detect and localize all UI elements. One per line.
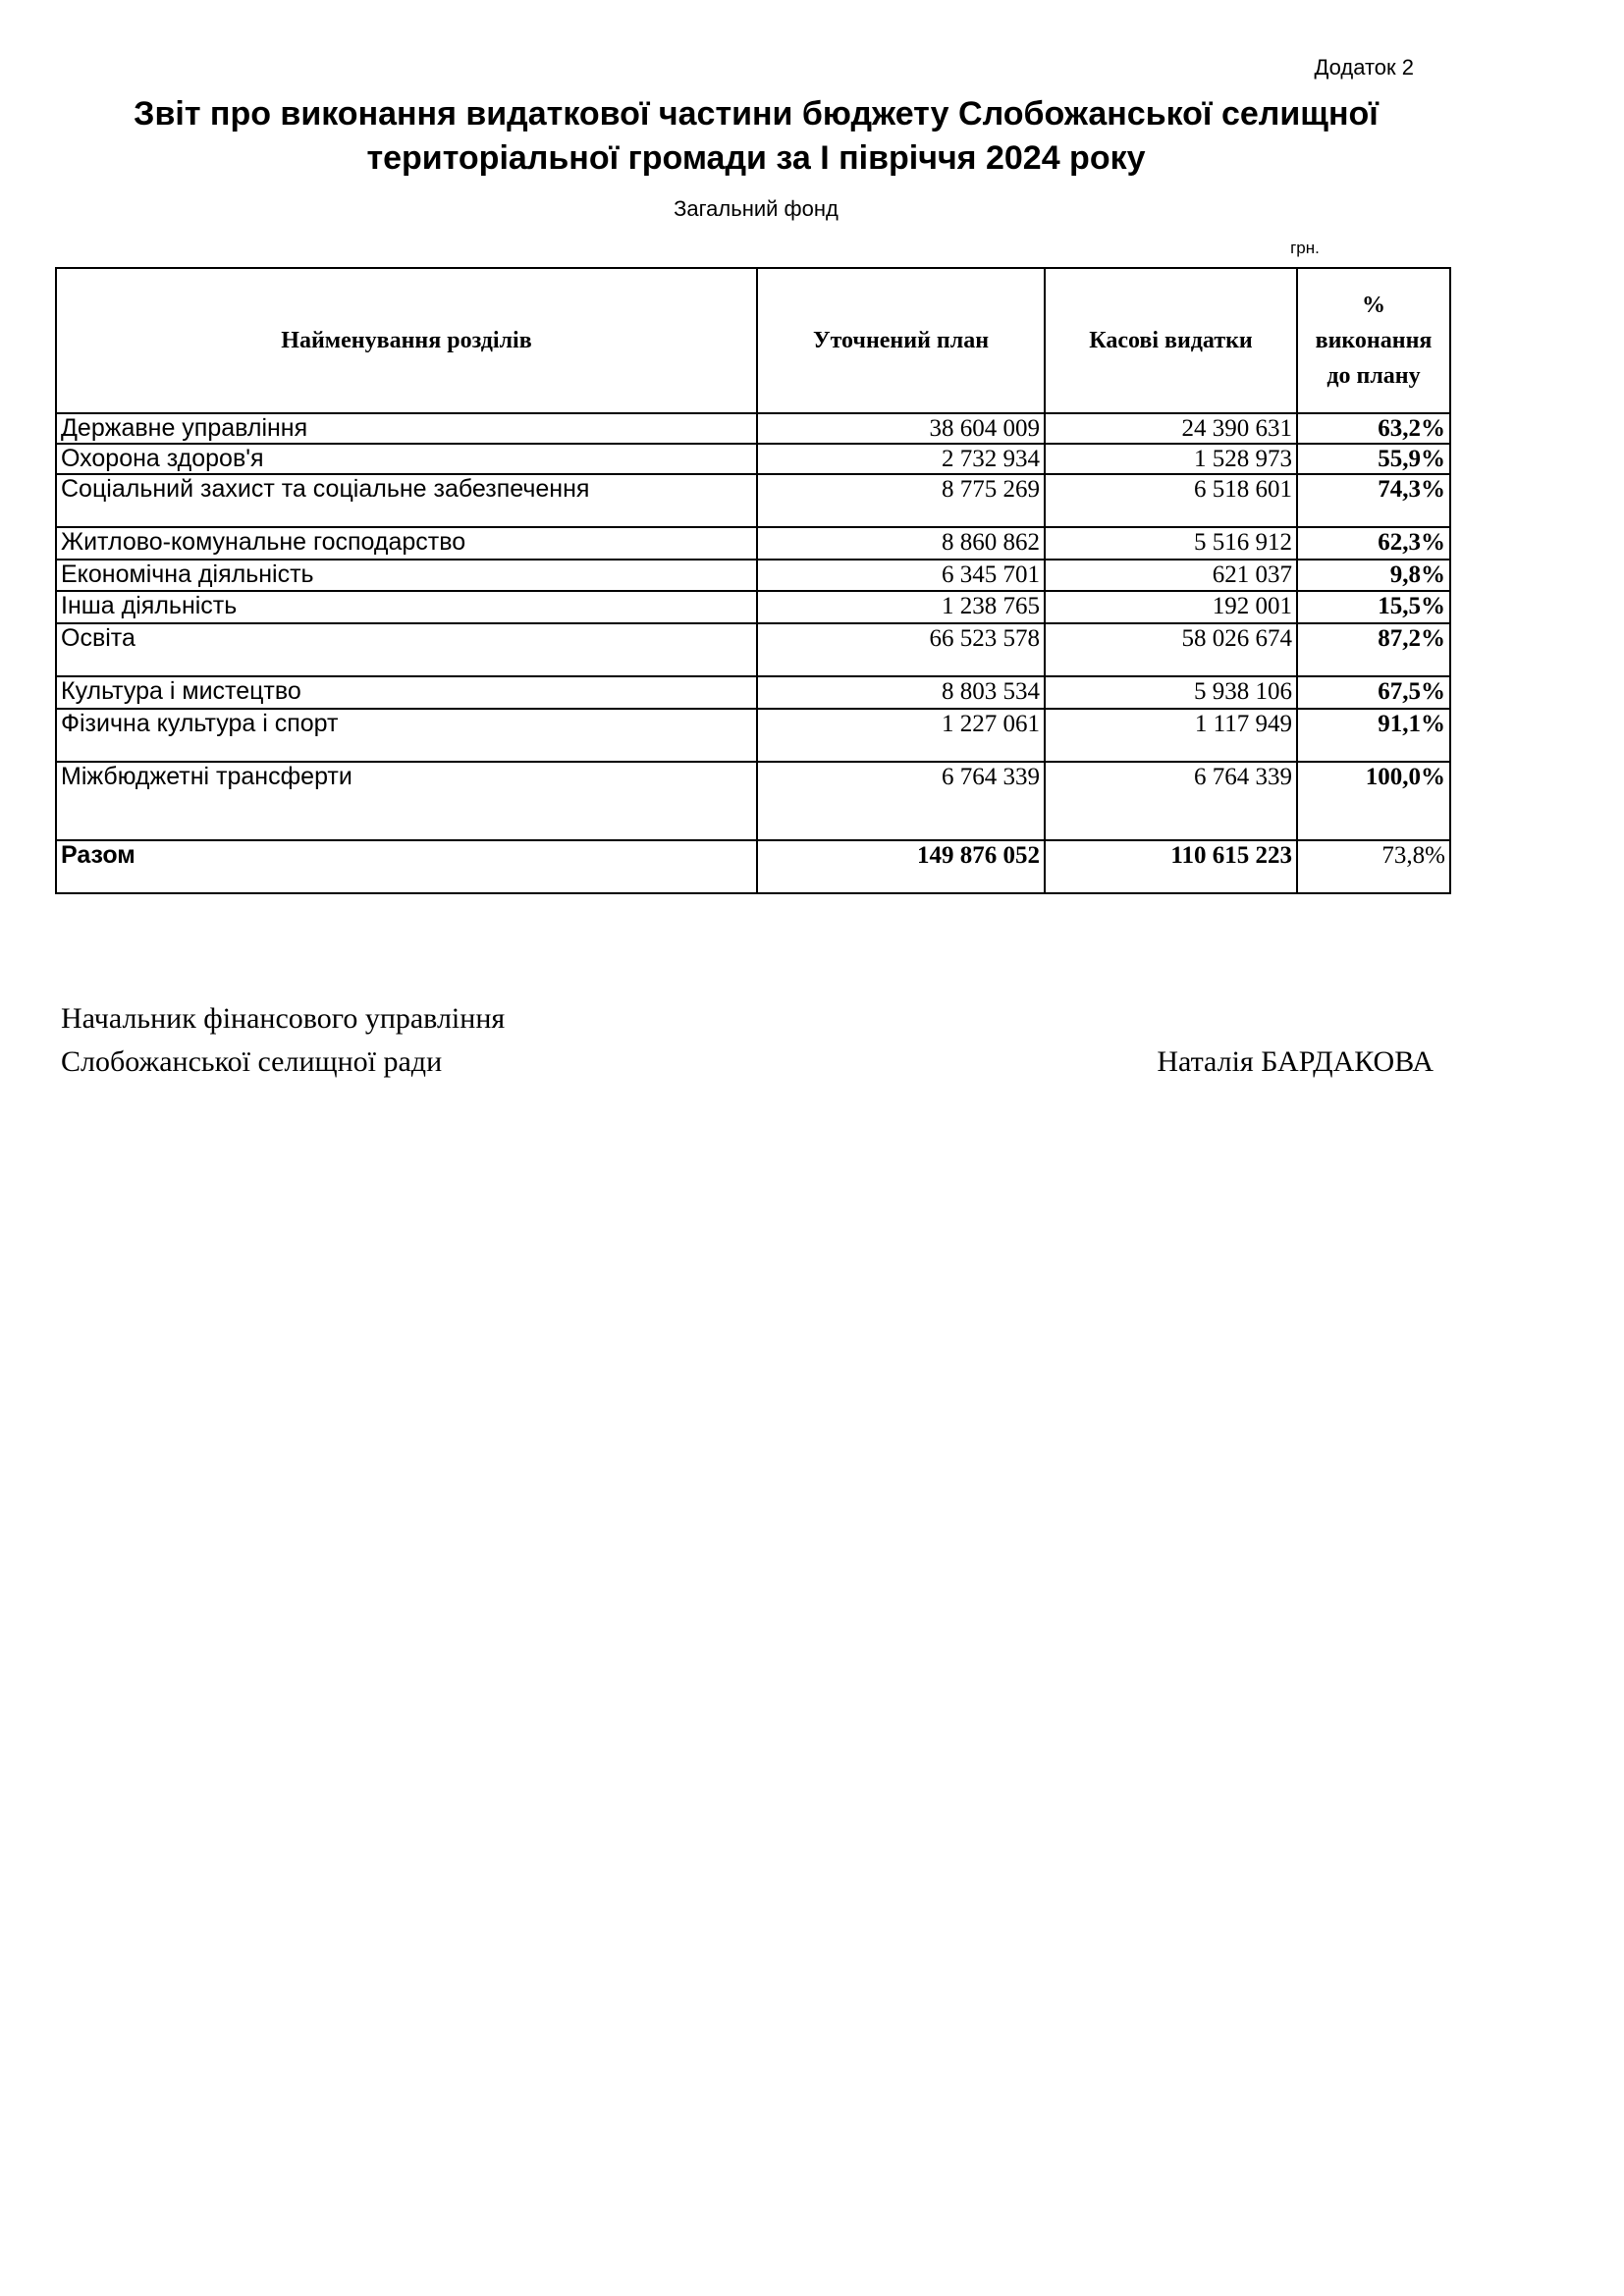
row-percent: 100,0% xyxy=(1297,762,1450,840)
header-percent xyxy=(1297,268,1450,413)
appendix-label: Додаток 2 xyxy=(1314,55,1414,80)
row-name: Охорона здоров'я xyxy=(56,444,757,474)
currency-unit: грн. xyxy=(1290,239,1320,257)
row-plan: 6 345 701 xyxy=(757,560,1045,591)
total-percent: 73,8% xyxy=(1297,840,1450,893)
row-plan: 1 227 061 xyxy=(757,709,1045,762)
row-plan: 38 604 009 xyxy=(757,413,1045,444)
row-percent: 9,8% xyxy=(1297,560,1450,591)
row-percent: 62,3% xyxy=(1297,527,1450,560)
report-title-line2: територіальної громади за І півріччя 2024 року xyxy=(366,139,1146,177)
row-percent: 63,2% xyxy=(1297,413,1450,444)
table-header-row xyxy=(56,268,1450,413)
total-row xyxy=(56,840,1450,893)
report-title-line1: Звіт про виконання видаткової частини бюджету Слобожанської селищної xyxy=(134,95,1379,133)
expenditure-table xyxy=(55,267,1451,894)
row-name: Міжбюджетні трансферти xyxy=(56,762,757,840)
row-name: Освіта xyxy=(56,623,757,676)
row-percent: 91,1% xyxy=(1297,709,1450,762)
row-spent: 6 764 339 xyxy=(1045,762,1297,840)
table-row xyxy=(56,444,1450,474)
fund-label: Загальний фонд xyxy=(674,196,839,221)
row-plan: 6 764 339 xyxy=(757,762,1045,840)
header-spent: Касові видатки xyxy=(1045,268,1297,413)
row-name: Економічна діяльність xyxy=(56,560,757,591)
report-title xyxy=(29,92,1483,181)
table-row xyxy=(56,623,1450,676)
header-percent-line2: виконання xyxy=(1315,328,1433,353)
row-name: Інша діяльність xyxy=(56,591,757,623)
row-spent: 1 117 949 xyxy=(1045,709,1297,762)
row-percent: 67,5% xyxy=(1297,676,1450,709)
row-name: Житлово-комунальне господарство xyxy=(56,527,757,560)
row-spent: 24 390 631 xyxy=(1045,413,1297,444)
table-row xyxy=(56,709,1450,762)
row-name: Державне управління xyxy=(56,413,757,444)
row-plan: 1 238 765 xyxy=(757,591,1045,623)
row-percent: 74,3% xyxy=(1297,474,1450,527)
row-spent: 6 518 601 xyxy=(1045,474,1297,527)
row-percent: 15,5% xyxy=(1297,591,1450,623)
table-row xyxy=(56,591,1450,623)
row-percent: 87,2% xyxy=(1297,623,1450,676)
table-row xyxy=(56,527,1450,560)
total-name: Разом xyxy=(56,840,757,893)
row-spent: 192 001 xyxy=(1045,591,1297,623)
row-plan: 2 732 934 xyxy=(757,444,1045,474)
row-spent: 5 516 912 xyxy=(1045,527,1297,560)
signature-position-line2: Слобожанської селищної ради xyxy=(61,1045,443,1078)
total-plan: 149 876 052 xyxy=(757,840,1045,893)
header-section-name: Найменування розділів xyxy=(56,268,757,413)
header-percent-line3: до плану xyxy=(1326,363,1421,389)
row-name: Соціальний захист та соціальне забезпечення xyxy=(56,474,757,527)
header-percent-sign: % xyxy=(1362,293,1385,318)
row-spent: 1 528 973 xyxy=(1045,444,1297,474)
row-name: Культура і мистецтво xyxy=(56,676,757,709)
row-spent: 5 938 106 xyxy=(1045,676,1297,709)
table-row xyxy=(56,560,1450,591)
table-row xyxy=(56,474,1450,527)
signature-name: Наталія БАРДАКОВА xyxy=(1157,1045,1434,1078)
row-plan: 8 775 269 xyxy=(757,474,1045,527)
total-spent: 110 615 223 xyxy=(1045,840,1297,893)
row-plan: 8 860 862 xyxy=(757,527,1045,560)
table-row xyxy=(56,762,1450,840)
signature-position-line1: Начальник фінансового управління xyxy=(61,1002,506,1035)
row-percent: 55,9% xyxy=(1297,444,1450,474)
row-plan: 8 803 534 xyxy=(757,676,1045,709)
row-plan: 66 523 578 xyxy=(757,623,1045,676)
table-row xyxy=(56,676,1450,709)
row-name: Фізична культура і спорт xyxy=(56,709,757,762)
header-plan: Уточнений план xyxy=(757,268,1045,413)
row-spent: 58 026 674 xyxy=(1045,623,1297,676)
table-row xyxy=(56,413,1450,444)
row-spent: 621 037 xyxy=(1045,560,1297,591)
